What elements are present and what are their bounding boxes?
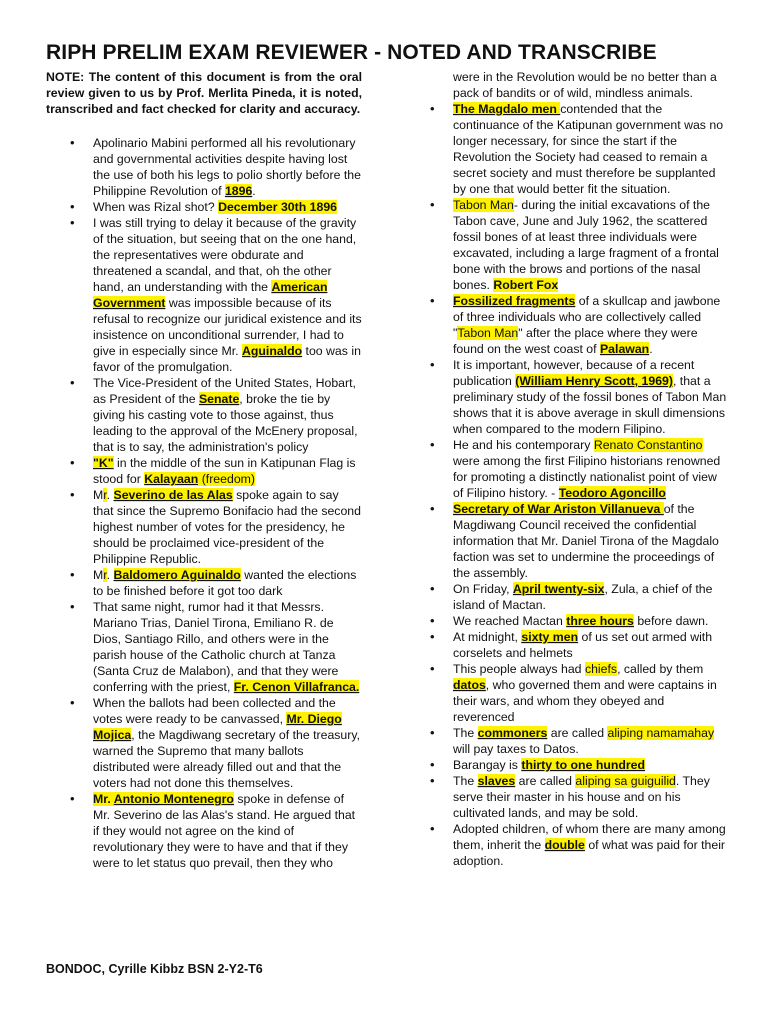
highlighted-text: Palawan [599, 342, 650, 356]
highlighted-text: Severino de las Alas [113, 488, 233, 502]
highlighted-text: The Magdalo men [453, 102, 561, 116]
text-segment: Barangay is [453, 758, 522, 772]
text-segment: , Zula, a chief of the island of Mactan. [453, 582, 713, 612]
bullet-item [430, 437, 728, 501]
text-segment: before dawn. [633, 614, 709, 628]
highlighted-text: Fossilized fragments [453, 294, 576, 308]
text-segment: , that a preliminary study of the fossil bones of Tabon Man shows that it is above average in skull dimensions when compared to the modern Filipino. [453, 374, 727, 436]
bullet-item [430, 101, 728, 197]
right-bullet-list [430, 69, 728, 869]
text-segment: in the middle of the sun in Katipunan Flag is stood for [93, 456, 356, 486]
text-segment: . [106, 488, 114, 502]
bullet-item [430, 757, 728, 773]
highlighted-text: aliping sa guiguilid [575, 774, 676, 788]
highlighted-text: thirty to one hundred [521, 758, 646, 772]
bullet-item [430, 501, 728, 581]
text-segment: Apolinario Mabini performed all his revolutionary and governmental activities despite having lost the use of both his legs to polio shortly before the Philippine Revolution of [93, 136, 361, 198]
text-segment: - during the initial excavations of the Tabon cave, June and July 1962, the scattered fossil bones of at least three individuals were excavated, including a large fragment of a frontal bone with the brows and portions of the nasal bones. [453, 198, 719, 292]
bullet-item [430, 725, 728, 757]
highlighted-text: Secretary of War Ariston Villanueva [453, 502, 664, 516]
bullet-item [430, 197, 728, 293]
bullet-item [46, 455, 362, 487]
highlighted-text: Robert Fox [493, 278, 559, 292]
text-segment: were among the first Filipino historians renowned for promoting a distinctly nationalist point of view of Filipino history. - [453, 454, 721, 500]
highlighted-text: aliping namamahay [607, 726, 715, 740]
text-segment: of us set out armed with corselets and helmets [453, 630, 713, 660]
bullet-item [430, 69, 728, 101]
highlighted-text: Baldomero Aguinaldo [113, 568, 241, 582]
highlighted-text: Kalayaan [144, 472, 199, 486]
text-segment: , broke the tie by giving his casting vote to those against, thus leading to the approval of the McEnery proposal, that is to say, the administration's policy [93, 392, 358, 454]
right-column [430, 69, 728, 869]
text-segment: The [453, 726, 478, 740]
bullet-item [46, 375, 362, 455]
text-segment: When the ballots had been collected and the votes were ready to be canvassed, [93, 696, 336, 726]
highlighted-text: Antonio Montenegro [113, 792, 234, 806]
text-segment: At midnight, [453, 630, 522, 644]
highlighted-text: Senate [198, 392, 240, 406]
text-segment: The [453, 774, 478, 788]
note-paragraph: NOTE: The content of this document is from the oral review given to us by Prof. Merlita Pineda, it is noted, transcribed and fact checked for clarity and accuracy. [46, 70, 362, 116]
bullet-item [430, 661, 728, 725]
text-segment: M [93, 488, 104, 502]
highlighted-text: Tabon Man [457, 326, 519, 340]
highlighted-text: "K" [93, 456, 114, 470]
bullet-item [430, 581, 728, 613]
text-segment: . [252, 184, 256, 198]
text-segment: , called by them [617, 662, 704, 676]
highlighted-text: r [103, 488, 107, 502]
highlighted-text: 1896 [224, 184, 253, 198]
highlighted-text: Renato Constantino [593, 438, 703, 452]
text-segment: We reached Mactan [453, 614, 567, 628]
highlighted-text: chiefs [584, 662, 618, 676]
bullet-item [430, 613, 728, 629]
text-segment: Adopted children, of whom there are many among them, inherit the [453, 822, 726, 852]
text-segment: He and his contemporary [453, 438, 594, 452]
text-segment: This people always had [453, 662, 585, 676]
bullet-item [46, 791, 362, 871]
highlighted-text: (freedom) [198, 472, 255, 486]
text-segment: " after the place where they were found on the west coast of [453, 326, 698, 356]
text-segment: . [649, 342, 653, 356]
highlighted-text: commoners [477, 726, 548, 740]
document-title: RIPH PRELIM EXAM REVIEWER - NOTED AND TRANSCRIBE [46, 41, 657, 64]
text-segment: are called [547, 726, 608, 740]
text-segment: On Friday, [453, 582, 513, 596]
highlighted-text: three hours [566, 614, 634, 628]
bullet-item [46, 199, 362, 215]
highlighted-text: April twenty-six [512, 582, 605, 596]
bullet-item [46, 695, 362, 791]
text-segment: spoke in defense of Mr. Severino de las Alas's stand. He argued that if they would not agree on the kind of revolutionary they were to have and that if they were to let status quo prevail, then they who [93, 792, 356, 870]
highlighted-text: r [103, 568, 107, 582]
highlighted-text: Aguinaldo [242, 344, 303, 358]
highlighted-text: December 30th 1896 [218, 200, 338, 214]
text-segment: of what was paid for their adoption. [453, 838, 726, 868]
text-segment: It is important, however, because of a recent publication [453, 358, 695, 388]
bullet-item [46, 215, 362, 375]
highlighted-text: Tabon Man [453, 198, 514, 212]
bullet-item [430, 821, 728, 869]
bullet-item [430, 773, 728, 821]
highlighted-text: (William Henry Scott, 1969) [515, 374, 673, 388]
text-segment: . They serve their master in his house and on his cultivated lands, and may be sold. [453, 774, 710, 820]
text-segment: That same night, rumor had it that Messrs. Mariano Trias, Daniel Tirona, Emiliano R. de Dios, Santiago Rillo, and others were in the parish house of the Catholic church at Tanza (Santa Cruz de Malabon), and that they were conferring with the priest, [93, 600, 339, 694]
bullet-item [46, 487, 362, 567]
bullet-item [46, 599, 362, 695]
bullet-item [46, 135, 362, 199]
bullet-item [430, 293, 728, 357]
left-bullet-list [46, 135, 362, 871]
highlighted-text: Fr. Cenon Villafranca. [233, 680, 360, 694]
text-segment: of a skullcap and jawbone of three individuals who are collectively called " [453, 294, 721, 340]
bullet-item [430, 629, 728, 661]
text-segment: are called [515, 774, 576, 788]
highlighted-text: sixty men [521, 630, 579, 644]
text-segment: When was Rizal shot? [93, 200, 219, 214]
highlighted-text: American Government [93, 280, 328, 310]
bullet-item [46, 567, 362, 599]
text-segment: spoke again to say that since the Supremo Bonifacio had the second highest number of votes for the presidency, he should be proclaimed vice-president of the Philippine Republic. [93, 488, 361, 566]
text-segment: , who governed them and were captains in their wars, and whom they obeyed and reverenced [453, 678, 717, 724]
text-segment: , the Magdiwang secretary of the treasury, warned the Supremo that many ballots distributed were already filled out and that the voters had not done this themselves. [93, 728, 361, 790]
highlighted-text: slaves [477, 774, 516, 788]
text-segment: will pay taxes to Datos. [453, 742, 579, 756]
highlighted-text: datos [453, 678, 486, 692]
highlighted-text: Teodoro Agoncillo [558, 486, 666, 500]
text-segment: were in the Revolution would be no better than a pack of bandits or of wild, mindless animals. [453, 70, 717, 100]
highlighted-text: Mr. [93, 792, 114, 806]
text-segment: of the Magdiwang Council received the confidential information that Mr. Daniel Tirona of the Magdalo faction was set to undermine the proceedings of the assembly. [453, 502, 719, 580]
highlighted-text: double [544, 838, 585, 852]
bullet-item [430, 357, 728, 437]
text-segment: wanted the elections to be finished before it got too dark [93, 568, 357, 598]
highlighted-text: Mr. Diego Mojica [93, 712, 342, 742]
text-segment: too was in favor of the promulgation. [93, 344, 361, 374]
text-segment: The Vice-President of the United States, Hobart, as President of the [93, 376, 356, 406]
text-segment: contended that the continuance of the Katipunan government was no longer necessary, for since the start if the Revolution the Society had ceased to remain a secret society and must therefore be supplanted by one that would better fit the situation. [453, 102, 724, 196]
text-segment: . [106, 568, 114, 582]
author-footer: BONDOC, Cyrille Kibbz BSN 2-Y2-T6 [46, 962, 263, 976]
left-column [46, 69, 362, 871]
text-segment: M [93, 568, 104, 582]
text-segment: was impossible because of its refusal to recognize our juridical existence and its insistence on unconditional surrender, I had to give in especially since Mr. [93, 296, 362, 358]
text-segment: I was still trying to delay it because of the gravity of the situation, but seeing that on the one hand, the representatives were obdurate and threatened a scandal, and that, oh the other hand, an understanding with the [93, 216, 357, 294]
